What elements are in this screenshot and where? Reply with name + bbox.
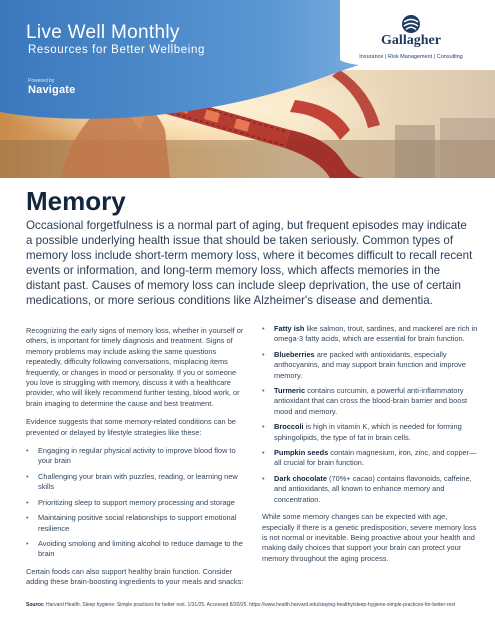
globe-icon	[401, 14, 421, 34]
list-item: • Pumpkin seeds contain magnesium, iron, zinc, and copper—all crucial for brain function.	[262, 448, 477, 468]
list-item: • Blueberries are packed with antioxidants, especially anthocyanins, and may support brain function and improve memory.	[262, 349, 466, 380]
foods-list	[262, 324, 480, 505]
food-name: Broccoli	[274, 422, 304, 432]
prevention-paragraph: Evidence suggests that some memory-related conditions can be prevented or delayed by lifestyle strategies like these:	[26, 417, 236, 437]
intro-paragraph: Occasional forgetfulness is a normal part of aging, but frequent episodes may indicate a possible underlying health issue that should be taken seriously. Common types of memory loss include short-term memory loss, where it becomes difficult to recall recent events or information, and long-term memory loss, which affects memories in the distant past. Causes of memory loss can include sleep deprivation, the use of certain medications, or more serious conditions like Alzheimer's disease and dementia.	[26, 219, 473, 308]
lifestyle-list	[26, 446, 248, 560]
bullet-icon: •	[262, 349, 265, 359]
navigate-brand: Navigate	[28, 84, 76, 96]
bullet-icon: •	[26, 497, 29, 507]
newsletter-title: Live Well Monthly	[26, 22, 180, 43]
bullet-icon: •	[26, 513, 29, 523]
page-title: Memory	[26, 186, 126, 216]
logo-wordmark: Gallagher	[381, 33, 441, 48]
bullet-icon: •	[262, 473, 265, 483]
source-citation	[26, 602, 466, 609]
bullet-icon: •	[262, 422, 265, 432]
bullet-icon: •	[26, 471, 29, 481]
list-item: • Challenging your brain with puzzles, reading, or learning new skills	[26, 471, 238, 492]
gallagher-logo	[350, 14, 480, 64]
source-text: Harvard Health. Sleep hygiene: Simple practices for better rest. 1/31/25. Accessed 8/20/25. https://www.health.harvard.edu/staying-healthy/sleep-hygiene-simple-practices-for-better-rest	[44, 602, 456, 608]
bullet-icon: •	[26, 538, 29, 548]
bullet-icon: •	[26, 446, 29, 456]
logo-tagline: Insurance | Risk Management | Consulting	[359, 54, 463, 60]
bullet-icon: •	[262, 386, 265, 396]
header-banner	[0, 0, 495, 178]
list-item: • Turmeric contains curcumin, a powerful anti-inflammatory antioxidant that can cross the blood-brain barrier and boost mood and memory.	[262, 386, 468, 416]
list-item: • Dark chocolate (70%+ cacao) contains flavonoids, caffeine, and antioxidants, all known to enhance memory and concentration.	[262, 473, 472, 504]
food-name: Dark chocolate	[274, 473, 327, 483]
food-name: Blueberries	[274, 349, 315, 359]
source-label: Source:	[26, 602, 45, 608]
signs-paragraph: Recognizing the early signs of memory loss, whether in yourself or others, is important for timely diagnosis and treatment. Signs of memory problems may include asking the same questions repeatedly, difficulty following conversations, misplacing items frequently, or changes in mood or personality. If you or someone you love is struggling with memory, discuss it with a healthcare provider, who will likely recommend further testing, blood work, or brain imaging to determine the cause and best treatment.	[26, 326, 244, 408]
left-column	[26, 326, 248, 596]
foods-intro-paragraph: Certain foods can also support healthy brain function. Consider adding these brain-boosting ingredients to your meals and snacks:	[26, 566, 244, 587]
list-item: • Engaging in regular physical activity to improve blood flow to your brain	[26, 446, 236, 466]
list-item: • Prioritizing sleep to support memory processing and storage	[26, 497, 235, 507]
closing-paragraph: While some memory changes can be expected with age, especially if there is a genetic predisposition, severe memory loss is not normal or inevitable. Being proactive about your health and making daily choices that support your brain can protect your memory throughout the aging process.	[262, 512, 477, 563]
list-item: • Maintaining positive social relationships to support emotional resilience	[26, 513, 237, 533]
food-name: Fatty ish	[274, 324, 305, 333]
right-column	[262, 324, 480, 572]
list-item: • Broccoli is high in vitamin K, which is needed for forming sphingolipids, the type of fat in brain cells.	[262, 422, 462, 442]
list-item: • Avoiding smoking and limiting alcohol to reduce damage to the brain	[26, 538, 243, 559]
list-item: • Fatty ish like salmon, trout, sardines, and mackerel are rich in omega-3 fatty acids, which are essential for brain function.	[262, 324, 478, 344]
food-name: Turmeric	[274, 386, 306, 396]
bullet-icon: •	[262, 324, 265, 333]
newsletter-subtitle: Resources for Better Wellbeing	[28, 44, 205, 56]
food-name: Pumpkin seeds	[274, 448, 329, 458]
bullet-icon: •	[262, 448, 265, 458]
powered-by-label: Powered by	[28, 78, 55, 84]
